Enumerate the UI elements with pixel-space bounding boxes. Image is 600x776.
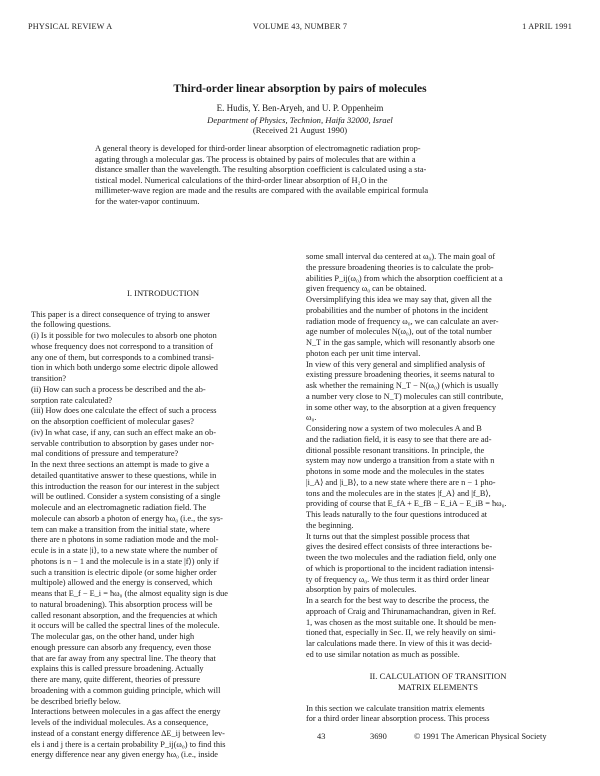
text-line: probabilities and the number of photons in the incident xyxy=(306,305,489,315)
abstract-line: agating through a molecular gas. The process is obtained by pairs of molecules that are within a xyxy=(95,154,416,164)
text-line: the beginning. xyxy=(306,520,354,530)
text-line: to natural broadening). This absorption process will be xyxy=(31,599,213,609)
abstract-line: for the water-vapor continuum. xyxy=(95,196,200,206)
text-line: lar calculations made there. In view of this it was decid- xyxy=(306,639,492,648)
text-line: This leads naturally to the four questions introduced at xyxy=(306,510,488,519)
text-line: In a search for the best way to describe the process, the xyxy=(306,596,489,605)
text-line: abilities P_ij(ω₀) from which the absorption coefficient at a xyxy=(306,273,503,283)
section-heading: II. CALCULATION OF TRANSITION xyxy=(369,671,507,682)
text-line: tem can make a transition from the initial state, where xyxy=(31,524,210,534)
text-line: ditional possible resonant transitions. In principle, the xyxy=(306,445,485,455)
text-line: given frequency ω₀ can be obtained. xyxy=(306,284,427,294)
spacer xyxy=(31,299,295,310)
text-line: 1, was chosen as the most suitable one. It should be men- xyxy=(306,617,497,627)
text-line: age number of molecules N(ω₀), out of the total number xyxy=(306,327,492,337)
text-line: tioned that, especially in Sec. II, we rely heavily on simi- xyxy=(306,628,496,638)
text-line: enough pressure can absorb any frequency, even those xyxy=(31,642,212,652)
abstract-line: millimeter-wave region are made and the results are compared with the available empirical formula xyxy=(95,186,429,196)
text-line: a number very close to N_T) molecules can still contribute, xyxy=(306,391,504,401)
text-line: (iv) In what case, if any, can such an effect make an ob- xyxy=(31,427,216,437)
right-column xyxy=(306,252,570,725)
text-line: approach of Craig and Thirunamachandran, given in Ref. xyxy=(306,606,496,616)
page-number: 43 xyxy=(317,732,326,741)
text-line: It turns out that the simplest possible process that xyxy=(306,531,470,541)
text-line: els i and j there is a certain probability P_ij(ω₀) to find this xyxy=(31,739,226,749)
spacer xyxy=(306,693,570,704)
copyright-notice: © 1991 The American Physical Society xyxy=(414,732,547,741)
text-line: any one of them, but corresponds to a combined transi- xyxy=(31,352,214,362)
text-line: this introduction the reason for our interest in the subject xyxy=(31,481,220,491)
text-line: In the next three sections an attempt is made to give a xyxy=(31,460,210,469)
text-line: absorption by pairs of molecules. xyxy=(306,585,417,595)
text-line: photons is n − 1 and the molecule is in a state |f⟩) only if xyxy=(31,556,219,566)
journal-name: PHYSICAL REVIEW A xyxy=(28,22,113,31)
text-line: transition? xyxy=(31,374,67,383)
text-line: of which is proportional to the incident radiation intensi- xyxy=(306,563,495,573)
text-line: providing of course that E_fA + E_fB − E_iA − E_iB = ħω₀. xyxy=(306,499,507,509)
text-line: called resonant absorption, and the frequencies at which xyxy=(31,610,218,620)
text-line: will be outlined. Consider a system consisting of a single xyxy=(31,492,221,502)
text-line: In view of this very general and simplified analysis of xyxy=(306,359,486,369)
text-line: The molecular gas, on the other hand, under high xyxy=(31,632,195,641)
received-date: (Received 21 August 1990) xyxy=(252,125,348,135)
text-line: and the radiation field, it is easy to see that there are ad- xyxy=(306,434,492,444)
text-line: servable contribution to absorption by gases under nor- xyxy=(31,438,215,448)
text-line: (ii) How can such a process be described and the ab- xyxy=(31,384,206,394)
text-line: existing pressure broadening theories, it seems natural to xyxy=(306,370,495,380)
text-line: the pressure broadening theories is to calculate the prob- xyxy=(306,262,494,272)
text-line: such a transition is electric dipole (or some higher order xyxy=(31,567,217,577)
text-line: ω₀. xyxy=(306,413,317,423)
text-line: gives the desired effect consists of three interactions be- xyxy=(306,542,492,552)
text-line: tween the two molecules and the radiation field, only one xyxy=(306,553,497,562)
abstract xyxy=(95,144,505,208)
text-line: ed to use similar notation as much as possible. xyxy=(306,649,460,659)
author-list: E. Hudis, Y. Ben-Aryeh, and U. P. Oppenheim xyxy=(216,103,384,113)
text-line: N_T in the gas sample, which will resonantly absorb one xyxy=(306,338,495,347)
text-line: multipole) allowed and the energy is conserved, which xyxy=(31,578,213,588)
text-line: (iii) How does one calculate the effect of such a process xyxy=(31,406,217,416)
text-line: it occurs will be called the spectral lines of the molecule. xyxy=(31,621,220,631)
text-line: in some other way, to the absorption at a given frequency xyxy=(306,402,497,412)
affiliation: Department of Physics, Technion, Haifa 32000, Israel xyxy=(207,115,393,125)
section-heading: I. INTRODUCTION xyxy=(126,288,200,298)
text-line: broadening with a common guiding principle, which will xyxy=(31,685,221,695)
text-line: tion in which both undergo some electric dipole allowed xyxy=(31,363,218,373)
text-line: means that E_f − E_i = ħω₀ (the almost equality sign is due xyxy=(31,589,228,598)
text-line: ty of frequency ω₀. We thus term it as third order linear xyxy=(306,574,490,584)
text-line: |i_A⟩ and |i_B⟩, to a new state where there are n − 1 pho- xyxy=(306,477,496,487)
text-line: whose frequency does not correspond to a transition of xyxy=(31,341,214,351)
text-line: be described briefly below. xyxy=(31,696,121,706)
text-line: radiation mode of frequency ω₀, we can calculate an aver- xyxy=(306,316,499,326)
text-line: molecule and an electromagnetic radiation field. The xyxy=(31,503,207,512)
text-line: system may now undergo a transition from a state with n xyxy=(306,456,495,466)
text-line: Considering now a system of two molecules A and B xyxy=(306,424,482,433)
text-line: for a third order linear absorption process. This process xyxy=(306,714,490,724)
left-column xyxy=(31,288,295,761)
text-line: mal conditions of pressure and temperature? xyxy=(31,449,179,459)
text-line: detailed quantitative answer to these questions, while in xyxy=(31,470,217,480)
text-line: energy difference near any given energy ħω₀ (i.e., inside xyxy=(31,750,218,760)
volume-number: VOLUME 43, NUMBER 7 xyxy=(252,22,348,31)
abstract-line: tistical model. Numerical calculations of the third-order linear absorption of H₂O in the xyxy=(95,175,388,185)
text-line: some small interval dω centered at ω₀). The main goal of xyxy=(306,252,496,261)
text-line: Interactions between molecules in a gas affect the energy xyxy=(31,707,221,717)
text-line: ecule is in a state |i⟩, to a new state where the number of xyxy=(31,546,218,555)
text-line: photon each per unit time interval. xyxy=(306,348,421,358)
text-line: on the absorption coefficient of molecular gases? xyxy=(31,417,194,426)
text-line: Oversimplifying this idea we may say that, given all the xyxy=(306,295,492,304)
text-line: sorption rate calculated? xyxy=(31,395,113,405)
text-line: photons in some mode and the molecules in the states xyxy=(306,467,485,476)
text-line: This paper is a direct consequence of trying to answer xyxy=(31,309,211,319)
text-line: there are many, quite different, theories of pressure xyxy=(31,675,201,684)
article-number: 3690 xyxy=(370,732,387,741)
section-heading: MATRIX ELEMENTS xyxy=(398,682,478,692)
text-line: the following questions. xyxy=(31,320,111,330)
article-title: Third-order linear absorption by pairs of molecules xyxy=(173,83,427,95)
text-line: instead of a constant energy difference ΔE_ij between lev- xyxy=(31,728,225,738)
text-line: there are n photons in some radiation mode and the mol- xyxy=(31,535,219,545)
abstract-line: distance smaller than the wavelength. The resulting absorption coefficient is calculated using a sta- xyxy=(95,165,427,175)
abstract-line: A general theory is developed for third-order linear absorption of electromagnetic radiation prop- xyxy=(95,144,421,153)
text-line: molecule can absorb a photon of energy ħω₀ (i.e., the sys- xyxy=(31,513,223,523)
text-line: levels of the individual molecules. As a consequence, xyxy=(31,718,209,727)
text-line: that are far away from any spectral line. The theory that xyxy=(31,653,216,663)
text-line: explains this is called pressure broadening. Actually xyxy=(31,664,204,674)
text-line: tons and the molecules are in the states |f_A⟩ and |f_B⟩, xyxy=(306,488,491,498)
text-line: ask whether the remaining N_T − N(ω₀) (which is usually xyxy=(306,381,499,390)
spacer xyxy=(306,661,570,672)
text-line: In this section we calculate transition matrix elements xyxy=(306,703,485,713)
text-line: (i) Is it possible for two molecules to absorb one photon xyxy=(31,331,217,340)
issue-date: 1 APRIL 1991 xyxy=(522,22,572,31)
